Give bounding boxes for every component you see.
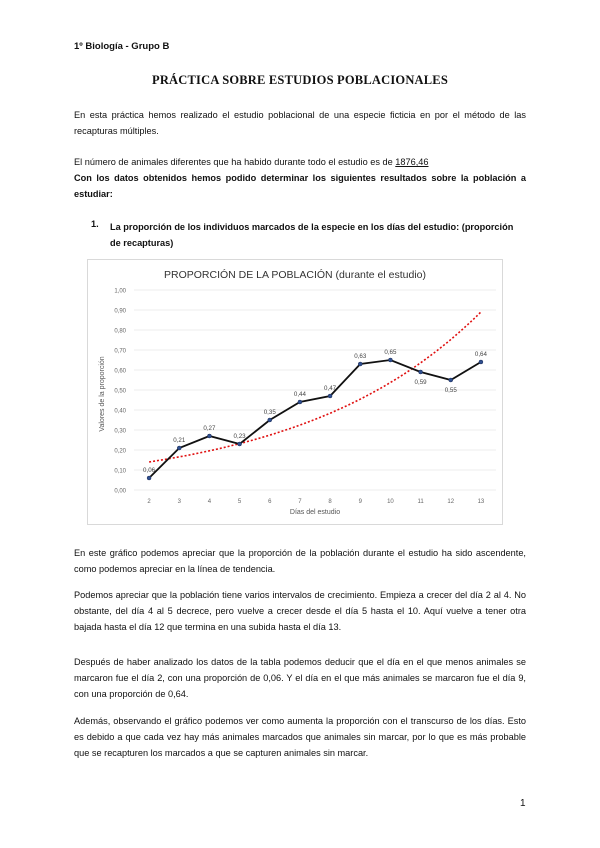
data-label: 0,47 <box>324 385 337 392</box>
document-header: 1º Biología - Grupo B <box>74 41 170 52</box>
data-point <box>479 360 483 364</box>
data-label: 0,35 <box>263 409 276 416</box>
data-point <box>449 378 453 382</box>
x-tick-label: 7 <box>298 499 302 505</box>
total-value: 1876,46 <box>395 157 429 167</box>
data-label: 0,63 <box>354 353 367 360</box>
y-tick-label: 0,70 <box>114 348 126 355</box>
total-prefix: El número de animales diferentes que ha habido durante todo el estudio es de <box>74 157 396 167</box>
data-label: 0,21 <box>173 437 186 444</box>
x-tick-label: 4 <box>207 499 212 505</box>
data-point <box>238 442 242 446</box>
data-point <box>147 476 151 480</box>
total-paragraph <box>74 154 526 170</box>
paragraph-3: Después de haber analizado los datos de la tabla podemos deducir que el día en el que menos animales se marcaron fue el día 2, con una proporción de 0,06. Y el día en el que más animales se marcaron fue el día 9, con una proporción de 0,64. <box>74 657 526 699</box>
x-tick-label: 8 <box>328 499 332 505</box>
x-tick-label: 9 <box>358 499 362 505</box>
data-point <box>177 446 181 450</box>
list-item-number: 1. <box>91 219 99 229</box>
data-point <box>268 418 272 422</box>
y-tick-label: 0,50 <box>114 388 126 395</box>
list-item-text: La proporción de los individuos marcados de la especie en los días del estudio: (proporción de recapturas) <box>110 222 514 248</box>
chart-title: PROPORCIÓN DE LA POBLACIÓN (durante el estudio) <box>163 269 427 281</box>
data-label: 0,64 <box>474 351 487 358</box>
chart-container <box>87 259 503 525</box>
chart-y-axis-label: Valores de la proporción <box>99 356 106 432</box>
data-point <box>358 362 362 366</box>
y-tick-label: 0,30 <box>114 428 126 435</box>
results-intro: Con los datos obtenidos hemos podido determinar los siguientes resultados sobre la población a estudiar: <box>74 173 526 199</box>
x-tick-label: 13 <box>477 499 485 505</box>
data-label: 0,65 <box>384 349 397 356</box>
data-point <box>328 394 332 398</box>
chart-x-axis-label: Días del estudio <box>289 509 341 516</box>
y-tick-label: 0,60 <box>114 368 126 375</box>
x-tick-label: 10 <box>387 499 394 505</box>
y-tick-label: 1,00 <box>114 288 126 295</box>
intro-paragraph: En esta práctica hemos realizado el estudio poblacional de una especie ficticia en por el método de las recapturas múltiples. <box>74 110 526 136</box>
page-number: 1 <box>520 798 526 809</box>
x-tick-label: 12 <box>447 499 455 505</box>
x-tick-label: 11 <box>417 499 424 505</box>
y-tick-label: 0,00 <box>114 488 126 495</box>
data-point <box>388 358 392 362</box>
series-line <box>149 360 481 478</box>
data-label: 0,55 <box>444 387 457 394</box>
data-label: 0,44 <box>293 391 306 398</box>
proportion-chart <box>88 260 502 524</box>
paragraph-4: Además, observando el gráfico podemos ver como aumenta la proporción con el transcurso de los días. Esto es debido a que cada vez hay más animales marcados que animales sin marcar, por lo que es más probable que se recapturen los marcados a que se capturen animales sin marcar. <box>74 716 526 758</box>
y-tick-label: 0,40 <box>114 408 126 415</box>
data-point <box>298 400 302 404</box>
data-label: 0,06 <box>143 467 156 474</box>
data-point <box>419 370 423 374</box>
y-tick-label: 0,20 <box>114 448 126 455</box>
paragraph-1: En este gráfico podemos apreciar que la proporción de la población durante el estudio ha sido ascendente, como podemos apreciar en la línea de tendencia. <box>74 548 526 574</box>
x-tick-label: 3 <box>177 499 181 505</box>
data-label: 0,23 <box>233 433 246 440</box>
y-tick-label: 0,80 <box>114 328 126 335</box>
x-tick-label: 5 <box>237 499 242 505</box>
y-tick-label: 0,90 <box>114 308 126 315</box>
page-title: PRÁCTICA SOBRE ESTUDIOS POBLACIONALES <box>151 73 448 87</box>
data-label: 0,27 <box>203 425 216 432</box>
y-tick-label: 0,10 <box>114 468 126 475</box>
paragraph-2: Podemos apreciar que la población tiene varios intervalos de crecimiento. Empieza a crecer del día 2 al 4. No obstante, del día 4 al 5 decrece, pero vuelve a crecer desde el día 5 hasta el 10. Aquí vuelve a tener otra bajada hasta el día 12 que termina en una subida hasta el día 13. <box>74 590 526 632</box>
data-label: 0,59 <box>414 379 427 386</box>
x-tick-label: 6 <box>268 499 272 505</box>
x-tick-label: 2 <box>147 499 151 505</box>
data-point <box>207 434 211 438</box>
